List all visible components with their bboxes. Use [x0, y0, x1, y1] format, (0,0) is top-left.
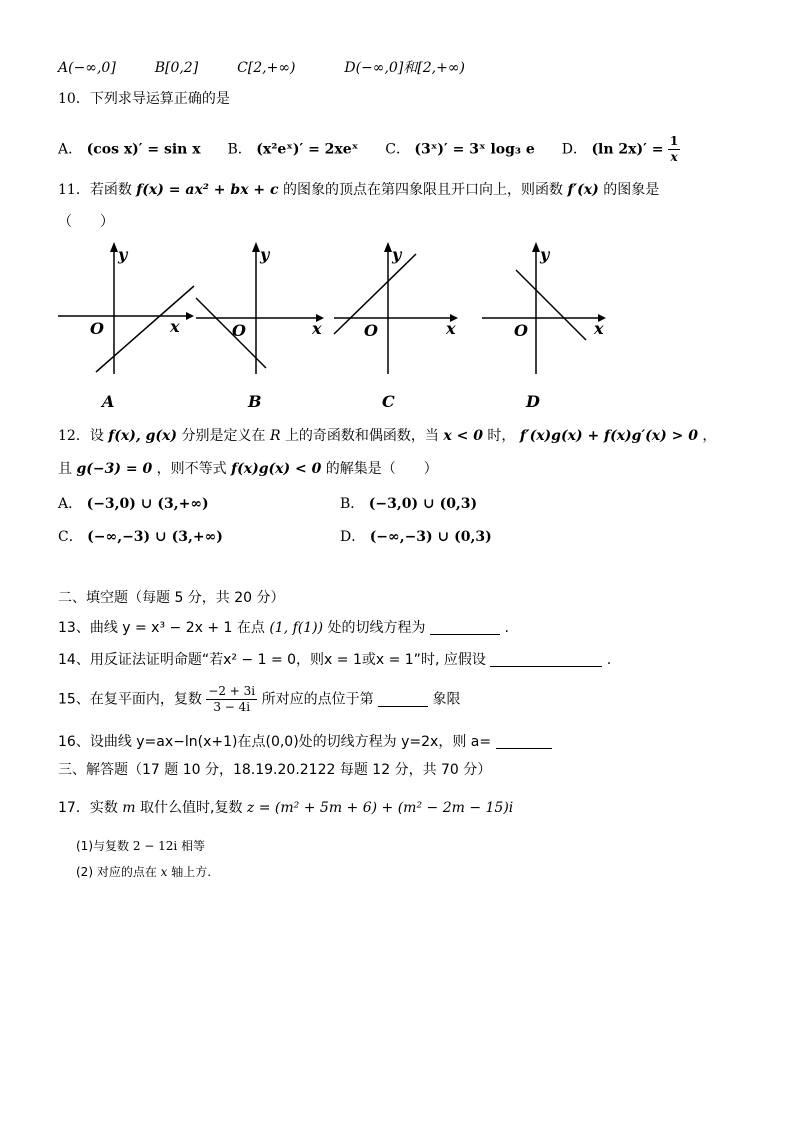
q11-stem-post: 的图象是 [603, 182, 660, 198]
graph-a [56, 240, 196, 384]
q10-b-label: B． [227, 141, 252, 158]
q12-d-expr: (−∞,−3) ∪ (0,3) [369, 529, 492, 545]
graph-b-label: B [248, 392, 262, 411]
q13-point: (1, f(1)) [269, 620, 324, 636]
q12-line2-post: 的解集是（ ） [325, 461, 438, 477]
q12-c-expr: (−∞,−3) ∪ (3,+∞) [87, 529, 223, 545]
graph-d-origin-label: O [514, 321, 528, 340]
q12-option-d [340, 527, 492, 547]
q16 [58, 732, 552, 752]
graph-a-label: A [102, 392, 115, 411]
q11-stem-pre: 11．若函数 [58, 182, 132, 198]
q12-line1-end: ， [702, 428, 717, 444]
q12-d-label: D． [340, 529, 366, 545]
graph-d-x-label: x [594, 319, 604, 338]
q11-deriv: f′(x) [567, 182, 599, 198]
q17-m: m [122, 800, 136, 816]
q13-answer-blank [430, 620, 500, 635]
q12-option-c [58, 527, 223, 547]
q15-numerator: −2 + 3i [208, 684, 256, 698]
q10-d-fraction [668, 134, 680, 165]
q12-a-label: A． [58, 496, 83, 512]
q14-end: . [606, 652, 612, 668]
graph-d-label: D [526, 392, 540, 411]
graph-d [480, 240, 620, 384]
q11-stem-mid: 的图象的顶点在第四象限且开口向上，则函数 [283, 182, 563, 198]
graph-b-origin-label: O [232, 321, 246, 340]
q17-p2-post: 轴上方. [171, 865, 212, 879]
q15-end: 象限 [432, 691, 461, 708]
q10-a-label: A． [58, 141, 83, 158]
q9-option-a: A(−∞,0] [58, 60, 116, 76]
q12-line1-pre: 12．设 [58, 428, 104, 444]
q12-g3: g(−3) = 0 [76, 461, 153, 477]
q12-line2 [58, 459, 438, 479]
q10-options [58, 134, 680, 165]
q11-stem [58, 180, 659, 200]
graph-c-x-label: x [446, 319, 456, 338]
q14-pre: 14、用反证法证明命题“若x² − 1 = 0，则x = 1或x = 1”时, 应假设 [58, 652, 486, 668]
q11-paren: （ ） [58, 214, 114, 230]
q9-option-d: D(−∞,0]和[2,+∞) [344, 60, 465, 76]
q12-line1-mid3: 时， [487, 428, 516, 444]
q12-b-label: B． [340, 496, 365, 512]
q10-d-label: D． [561, 141, 587, 158]
q10-d-numerator: 1 [669, 134, 679, 148]
q17-part1 [76, 836, 205, 856]
graph-a-x-label: x [170, 317, 180, 336]
section2-title: 二、填空题（每题 5 分，共 20 分） [58, 590, 285, 606]
q15-pre: 15、在复平面内，复数 [58, 691, 202, 708]
q16-answer-blank [496, 734, 552, 749]
q12-line2-mid: ，则不等式 [156, 461, 227, 477]
graph-c-origin-label: O [364, 321, 378, 340]
graph-b [194, 240, 334, 384]
q10-c-expr: (3ˣ)′ = 3ˣ log₃ e [414, 141, 535, 158]
graph-a-origin-label: O [90, 319, 104, 338]
q17-mid: 取什么值时,复数 [140, 800, 243, 816]
q15-denominator: 3 − 4i [213, 700, 251, 714]
q12-cond: x < 0 [443, 428, 483, 444]
q9-option-c: C[2,+∞) [237, 60, 296, 76]
q13-end: . [504, 620, 509, 636]
q15-post: 所对应的点位于第 [261, 691, 374, 708]
q15-answer-blank [378, 692, 428, 707]
q15-fraction [206, 684, 257, 715]
q12-ineq2: f(x)g(x) < 0 [231, 461, 322, 477]
q10-b-expr: (x²eˣ)′ = 2xeˣ [256, 141, 359, 158]
q10-a-expr: (cos x)′ = sin x [86, 141, 201, 158]
q17-p1-pre: (1)与复数 [76, 839, 129, 853]
q12-line1 [58, 426, 716, 446]
q15 [58, 684, 461, 715]
q10-stem: 10．下列求导运算正确的是 [58, 91, 230, 107]
q12-fg: f(x), g(x) [108, 428, 178, 444]
section3-title: 三、解答题（17 题 10 分，18.19.20.2122 每题 12 分，共 70 分） [58, 762, 492, 778]
q9-options [58, 58, 465, 78]
q12-option-b [340, 494, 477, 514]
q17-expr: z = (m² + 5m + 6) + (m² − 2m − 15)i [246, 800, 514, 816]
q17 [58, 798, 513, 818]
q14-answer-blank [490, 652, 602, 667]
graph-a-y-label: y [118, 245, 128, 264]
q17-pre: 17．实数 [58, 800, 118, 816]
q13-post: 处的切线方程为 [327, 620, 426, 636]
q10-d-denominator: x [670, 150, 678, 164]
q17-part2 [76, 862, 211, 882]
graph-c-y-label: y [392, 245, 402, 264]
q10-c-label: C． [385, 141, 410, 158]
q17-p1-expr: 2 − 12i [132, 839, 178, 853]
q9-option-b: B[0,2] [154, 60, 199, 76]
q16-text: 16、设曲线 y=ax−ln(x+1)在点(0,0)处的切线方程为 y=2x，则 a= [58, 734, 492, 750]
q12-line1-mid2: 上的奇函数和偶函数，当 [284, 428, 439, 444]
q12-line2-pre: 且 [58, 461, 72, 477]
q17-p2-x: x [160, 865, 168, 879]
q12-b-expr: (−3,0) ∪ (0,3) [368, 496, 478, 512]
q12-option-a [58, 494, 209, 514]
q12-a-expr: (−3,0) ∪ (3,+∞) [86, 496, 209, 512]
q14 [58, 650, 611, 670]
q12-ineq: f′(x)g(x) + f(x)g′(x) > 0 [519, 428, 698, 444]
q11-func: f(x) = ax² + bx + c [136, 182, 279, 198]
q13-pre: 13、曲线 y = x³ − 2x + 1 在点 [58, 620, 265, 636]
graph-c-label: C [382, 392, 395, 411]
q17-p1-post: 相等 [181, 839, 206, 853]
q12-R: R [269, 428, 281, 444]
q12-line1-mid: 分别是定义在 [181, 428, 266, 444]
q10-d-lhs: (ln 2x)′ = [591, 141, 664, 158]
graph-b-y-label: y [260, 245, 270, 264]
q13 [58, 618, 509, 638]
q17-p2-pre: (2) 对应的点在 [76, 865, 157, 879]
graph-c [332, 240, 472, 384]
graph-d-y-label: y [540, 245, 550, 264]
q12-c-label: C． [58, 529, 83, 545]
graph-b-x-label: x [312, 319, 322, 338]
